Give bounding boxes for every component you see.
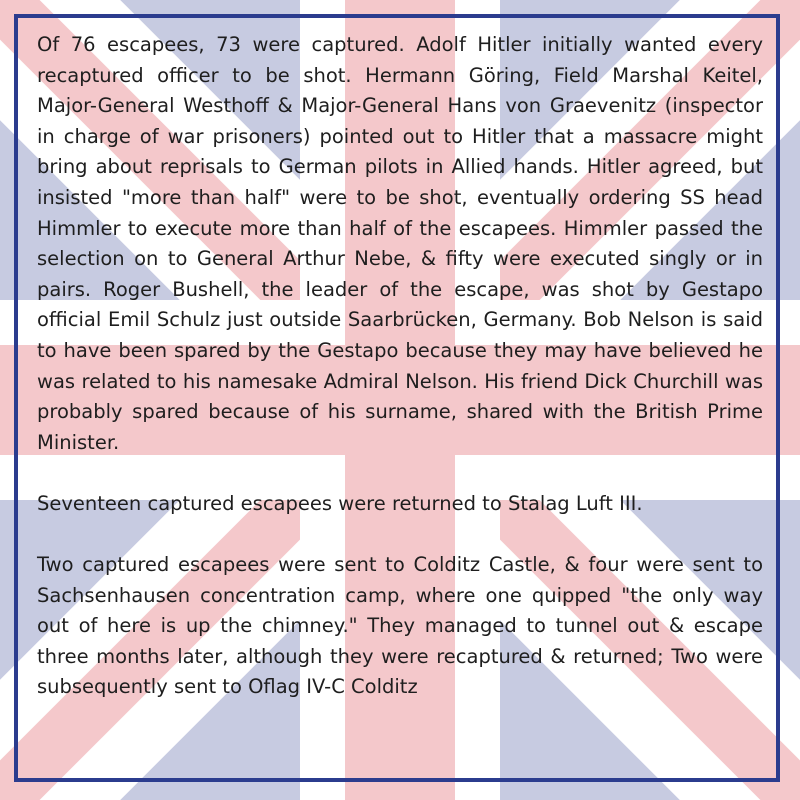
paragraph-capture-and-executions: Of 76 escapees, 73 were captured. Adolf Hitler initially wanted every recaptured officer to be shot. Hermann Göring, Field Marshal Keitel, Major-General Westhoff & Major-General Hans von Graevenitz (inspector in charge of war prisoners) pointed out to Hitler that a massacre might bring about reprisals to German pilots in Allied hands. Hitler agreed, but insisted "more than half" were to be shot, eventually ordering SS head Himmler to execute more than half of the escapees. Himmler passed the selection on to General Arthur Nebe, & fifty were executed singly or in pairs. Roger Bushell, the leader of the escape, was shot by Gestapo official Emil Schulz just outside Saarbrücken, Germany. Bob Nelson is said to have been spared by the Gestapo because they may have believed he was related to his namesake Admiral Nelson. His friend Dick Churchill was probably spared because of his surname, shared with the British Prime Minister. [37,33,763,454]
paragraph-returned-to-stalag: Seventeen captured escapees were returned to Stalag Luft III. [37,491,643,515]
text-body [37,30,763,703]
paragraph-colditz-and-sachsenhausen: Two captured escapees were sent to Colditz Castle, & four were sent to Sachsenhausen concentration camp, where one quipped "the only way out of here is up the chimney." They managed to tunnel out & escape three months later, although they were recaptured & returned; Two were subsequently sent to Oflag IV-C Colditz [37,553,763,699]
